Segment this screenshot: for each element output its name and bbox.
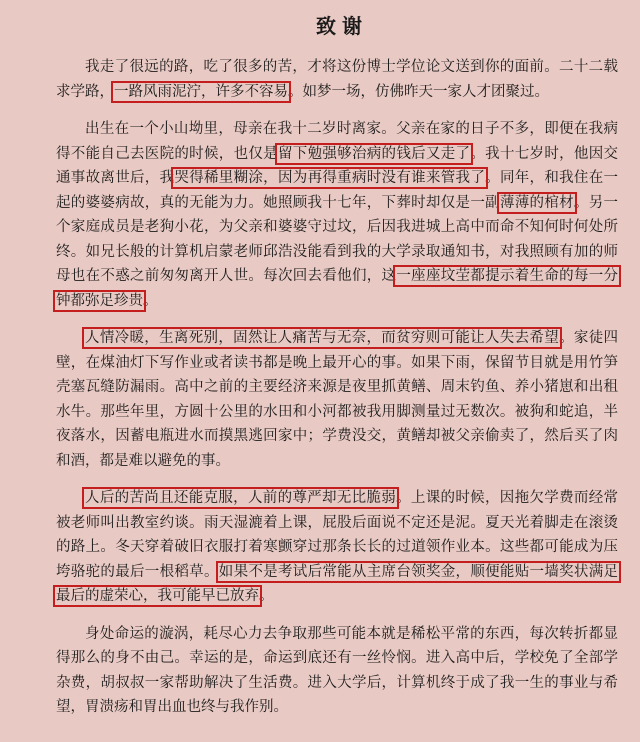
highlight-box-6: 人情冷暖，生离死别，固然让人痛苦与无奈，而贫穷则可能让人失去希望 (85, 330, 560, 346)
highlight-box-7: 人后的苦尚且还能克服，人前的尊严却无比脆弱 (85, 490, 397, 506)
highlight-box-5: 一座座坟茔都提示着生命的每一分钟都弥足珍贵 (56, 268, 619, 309)
paragraph-5 (56, 622, 618, 720)
paragraph-2-text-5: 。 (143, 292, 158, 309)
paragraph-4-text-2: 。 (259, 588, 274, 604)
paragraph-4-text-1: 。上课的时候，因拖欠学费而经常被老师叫出教室约谈。雨天湿漉着上课，屁股后面说不定还是泥。夏天光着脚走在滚烫的路上。冬天穿着破旧衣服打着寒颤穿过那条长长的过道领作业本。这些都可能成为压垮骆驼的最后一根稻草。 (56, 490, 619, 580)
highlight-box-2: 留下勉强够治病的钱后又走了 (277, 145, 471, 162)
paragraph-1 (56, 55, 618, 104)
highlight-box-8: 如果不是考试后常能从主席台领奖金，顺便能贴一墙奖状满足最后的虚荣心，我可能早已放弃 (56, 563, 619, 604)
highlight-box-1: 一路风雨泥泞，许多不容易 (114, 83, 288, 100)
paragraph-2-text-3: 。同年，和我住在一起的婆婆病故，真的无能为力。她照顾我十七年，下葬时却仅是一副 (56, 170, 619, 211)
page-title: 致谢 (316, 14, 368, 38)
paragraph-2-text-1: 出生在一个小山坳里，母亲在我十二岁时离家。父亲在家的日子不多，即便在我病得不能自己去医院的时候，也仅是 (56, 121, 618, 162)
paragraph-2-text-4: 。另一个家庭成员是老狗小花，为父亲和婆婆守过坟，后因我进城上高中而命不知何时何处所终。如兄长般的计算机启蒙老师邱浩没能看到我的大学录取通知书，对我照顾有加的师母也在不惑之前匆匆离开人世。每次回去看他们，这 (56, 194, 619, 284)
paragraph-2 (56, 117, 618, 313)
paragraph-3-text-1: 。家徒四壁，在煤油灯下写作业或者读书都是晚上最开心的事。如果下雨，保留节目就是用竹笋壳塞瓦缝防漏雨。高中之前的主要经济来源是夜里抓黄鳝、周末钓鱼、养小猪崽和出租水牛。那些年里，方圆十公里的水田和小河都被我用脚测量过无数次。被狗和蛇追，半夜落水，因蓄电瓶进水而摸黑逃回家中；学费没交，黄鳝却被父亲偷卖了，然后买了肉和酒，都是难以避免的事。 (56, 330, 619, 469)
paragraph-5-text-1: 身处命运的漩涡，耗尽心力去争取那些可能本就是稀松平常的东西，每次转折都显得那么的身不由己。幸运的是，命运到底还有一丝怜悯。进入高中后，学校免了全部学杂费，胡叔叔一家帮助解决了生活费。进入大学后，计算机终于成了我一生的事业与希望，胃溃疡和胃出血也终与我作别。 (56, 625, 618, 715)
paragraph-1-text-2: 。如梦一场，仿佛昨天一家人才团聚过。 (288, 83, 549, 100)
paragraph-3 (56, 326, 618, 473)
paragraph-4 (56, 486, 618, 609)
paragraph-1-text-1: 我走了很远的路，吃了很多的苦，才将这份博士学位论文送到你的面前。二十二载求学路， (56, 59, 618, 100)
highlight-box-4: 薄薄的棺材 (499, 194, 574, 211)
paragraph-2-text-2: 。我十七岁时，他因交通事故离世后，我 (56, 145, 619, 186)
highlight-box-3: 哭得稀里糊涂，因为再得重病时没有谁来管我了 (174, 170, 486, 186)
